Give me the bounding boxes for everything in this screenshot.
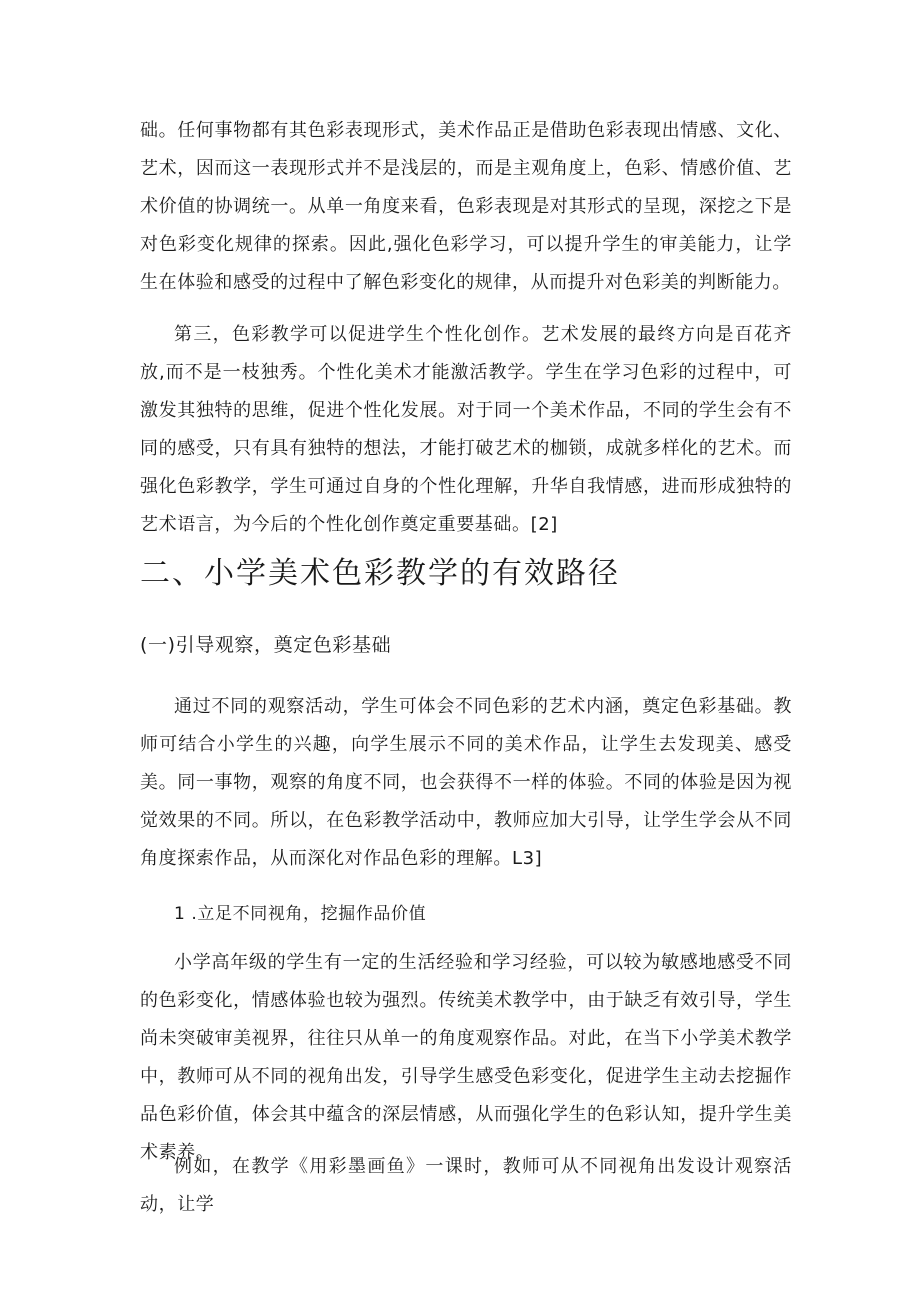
paragraph-senior-students: 小学高年级的学生有一定的生活经验和学习经验，可以较为敏感地感受不同的色彩变化，情感体验也较为强烈。传统美术教学中，由于缺乏有效引导，学生尚未突破审美视界，往往只从单一的角度观察作品。对此，在当下小学美术教学中，教师可从不同的视角出发，引导学生感受色彩变化，促进学生主动去挖掘作品色彩价值，体会其中蕴含的深层情感，从而强化学生的色彩认知，提升学生美术素养。 bbox=[140, 952, 792, 1163]
paragraph-example-lesson: 例如，在教学《用彩墨画鱼》一课时，教师可从不同视角出发设计观察活动，让学 bbox=[140, 1156, 792, 1215]
point-heading-different-perspectives: 1 .立足不同视角，挖掘作品价值 bbox=[174, 904, 427, 924]
paragraph-observation-activities: 通过不同的观察活动，学生可体会不同色彩的艺术内涵，奠定色彩基础。教师可结合小学生的兴趣，向学生展示不同的美术作品，让学生去发现美、感受美。同一事物，观察的角度不同，也会获得不一样的体验。不同的体验是因为视觉效果的不同。所以，在色彩教学活动中，教师应加大引导，让学生学会从不同角度探索作品，从而深化对作品色彩的理解。L3] bbox=[140, 696, 792, 869]
paragraph-personalized-creation: 第三，色彩教学可以促进学生个性化创作。艺术发展的最终方向是百花齐放,而不是一枝独秀。个性化美术才能激活教学。学生在学习色彩的过程中，可激发其独特的思维，促进个性化发展。对于同一个美术作品，不同的学生会有不同的感受，只有具有独特的想法，才能打破艺术的枷锁，成就多样化的艺术。而强化色彩教学，学生可通过自身的个性化理解，升华自我情感，进而形成独特的艺术语言，为今后的个性化创作奠定重要基础。[2] bbox=[140, 324, 792, 535]
section-heading-effective-paths: 二、小学美术色彩教学的有效路径 bbox=[140, 556, 620, 591]
subsection-heading-guided-observation: (一)引导观察，奠定色彩基础 bbox=[140, 634, 392, 656]
paragraph-color-aesthetics: 础。任何事物都有其色彩表现形式，美术作品正是借助色彩表现出情感、文化、艺术，因而这一表现形式并不是浅层的，而是主观角度上，色彩、情感价值、艺术价值的协调统一。从单一角度来看，色彩表现是对其形式的呈现，深挖之下是对色彩变化规律的探索。因此,强化色彩学习，可以提升学生的审美能力，让学生在体验和感受的过程中了解色彩变化的规律，从而提升对色彩美的判断能力。 bbox=[140, 120, 792, 293]
